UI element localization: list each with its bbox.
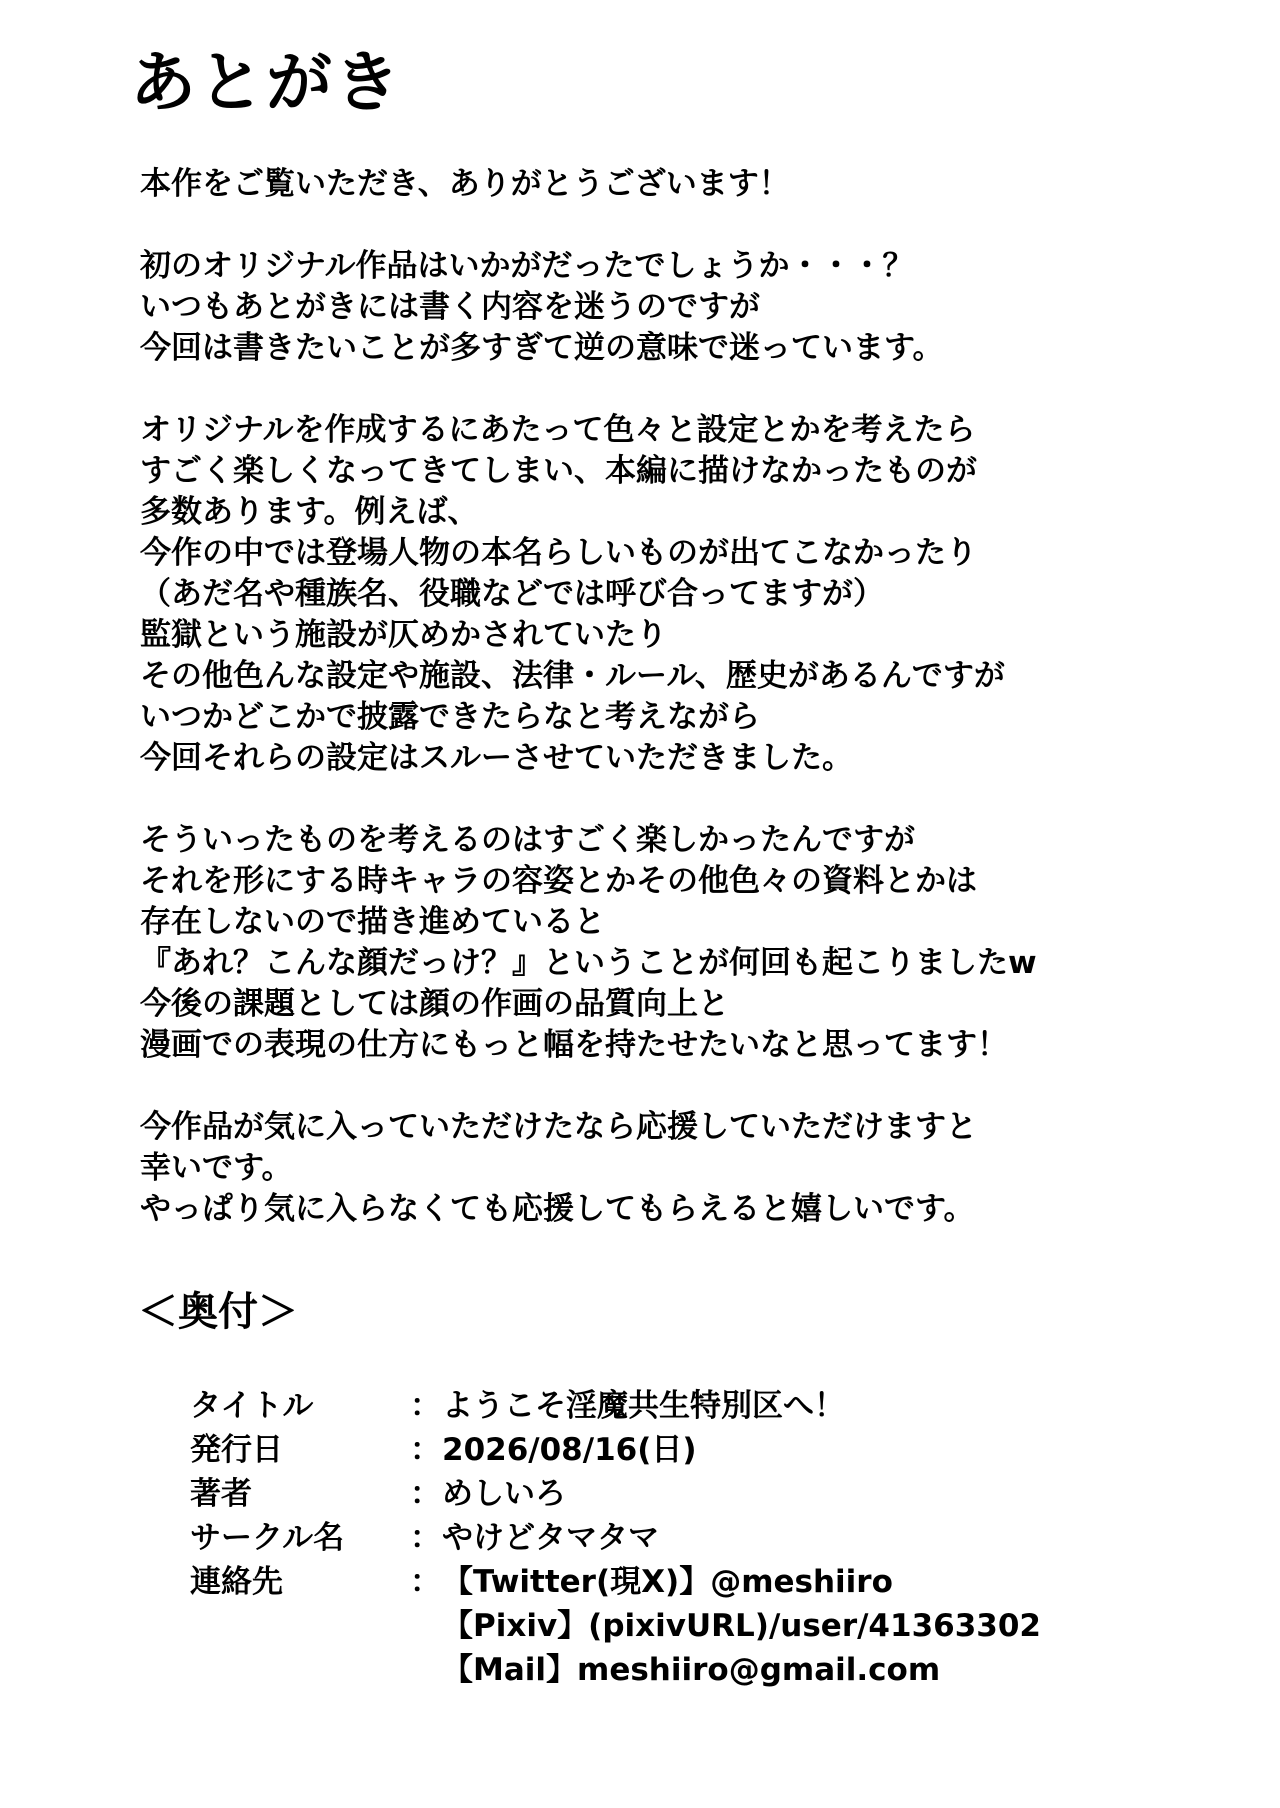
- colophon-row-date: [190, 1428, 1190, 1472]
- colophon-separator: ：: [410, 1388, 441, 1424]
- text-line: 今回それらの設定はスルーさせていただきました。: [140, 740, 853, 776]
- colophon-row-title: [190, 1384, 1190, 1428]
- page-title: あとがき: [130, 44, 402, 121]
- text-line: いつかどこかで披露できたらなと考えながら: [140, 699, 760, 735]
- colophon-value: やけどタマタマ: [442, 1520, 659, 1556]
- colophon-values: [442, 1472, 566, 1516]
- colophon-row-circle: [190, 1516, 1190, 1560]
- colophon-table: [190, 1384, 1190, 1692]
- colophon-row-author: [190, 1472, 1190, 1516]
- text-line: いつもあとがきには書く内容を迷うのですが: [140, 289, 760, 325]
- colophon-separator: ：: [410, 1520, 441, 1556]
- contact-pixiv: 【Pixiv】(pixivURL)/user/41363302: [442, 1608, 1041, 1644]
- text-line: （あだ名や種族名、役職などでは呼び合ってますが）: [140, 576, 884, 612]
- colophon-value: めしいろ: [442, 1476, 566, 1512]
- text-line: そういったものを考えるのはすごく楽しかったんですが: [140, 822, 915, 858]
- colophon-separator: ：: [410, 1476, 441, 1512]
- paragraph-gap: [140, 1066, 1240, 1107]
- colophon-value: 2026/08/16(日): [442, 1432, 697, 1468]
- text-line: 監獄という施設が仄めかされていたり: [140, 617, 667, 653]
- paragraph-gap: [140, 779, 1240, 820]
- colophon-row-contact: [190, 1560, 1190, 1692]
- paragraph-gap: [140, 369, 1240, 410]
- text-line: 本作をご覧いただき、ありがとうございます！: [140, 166, 790, 202]
- text-line: その他色んな設定や施設、法律・ルール、歴史があるんですが: [140, 658, 1005, 694]
- colophon-label: 発行日: [190, 1432, 283, 1468]
- text-line: それを形にする時キャラの容姿とかその他色々の資料とかは: [140, 863, 977, 899]
- text-line: オリジナルを作成するにあたって色々と設定とかを考えたら: [140, 412, 976, 448]
- paragraph-gap: [140, 205, 1240, 246]
- colophon-separator: ：: [410, 1564, 441, 1600]
- text-line: 今回は書きたいことが多すぎて逆の意味で迷っています。: [140, 330, 944, 366]
- colophon-values: [442, 1428, 697, 1472]
- text-line: 幸いです。: [140, 1150, 293, 1186]
- colophon-values: [442, 1384, 845, 1428]
- colophon-heading: ＜奥付＞: [138, 1289, 298, 1335]
- text-line: やっぱり気に入らなくても応援してもらえると嬉しいです。: [140, 1191, 975, 1227]
- text-line: 存在しないので描き進めていると: [140, 904, 605, 940]
- text-line: 『あれ？こんな顔だっけ？』ということが何回も起こりましたw: [140, 945, 1037, 981]
- afterword-body: [140, 164, 1240, 1230]
- colophon-values: [442, 1516, 659, 1560]
- colophon-label: 連絡先: [190, 1564, 283, 1600]
- colophon-label: 著者: [190, 1476, 252, 1512]
- text-line: 今後の課題としては顔の作画の品質向上と: [140, 986, 729, 1022]
- colophon-separator: ：: [410, 1432, 441, 1468]
- contact-mail: 【Mail】meshiiro@gmail.com: [442, 1652, 941, 1688]
- text-line: 漫画での表現の仕方にもっと幅を持たせたいなと思ってます！: [140, 1027, 1008, 1063]
- text-line: すごく楽しくなってきてしまい、本編に描けなかったものが: [140, 453, 977, 489]
- text-line: 初のオリジナル作品はいかがだったでしょうか・・・？: [140, 248, 914, 284]
- contact-twitter: 【Twitter(現X)】@meshiiro: [442, 1564, 893, 1600]
- text-line: 今作品が気に入っていただけたなら応援していただけますと: [140, 1109, 977, 1145]
- colophon-value: ようこそ淫魔共生特別区へ！: [442, 1388, 845, 1424]
- colophon-label: サークル名: [190, 1520, 345, 1556]
- colophon-values: [442, 1560, 1041, 1692]
- text-line: 今作の中では登場人物の本名らしいものが出てこなかったり: [140, 535, 977, 571]
- colophon-label: タイトル: [190, 1388, 314, 1424]
- text-line: 多数あります。例えば、: [140, 494, 479, 530]
